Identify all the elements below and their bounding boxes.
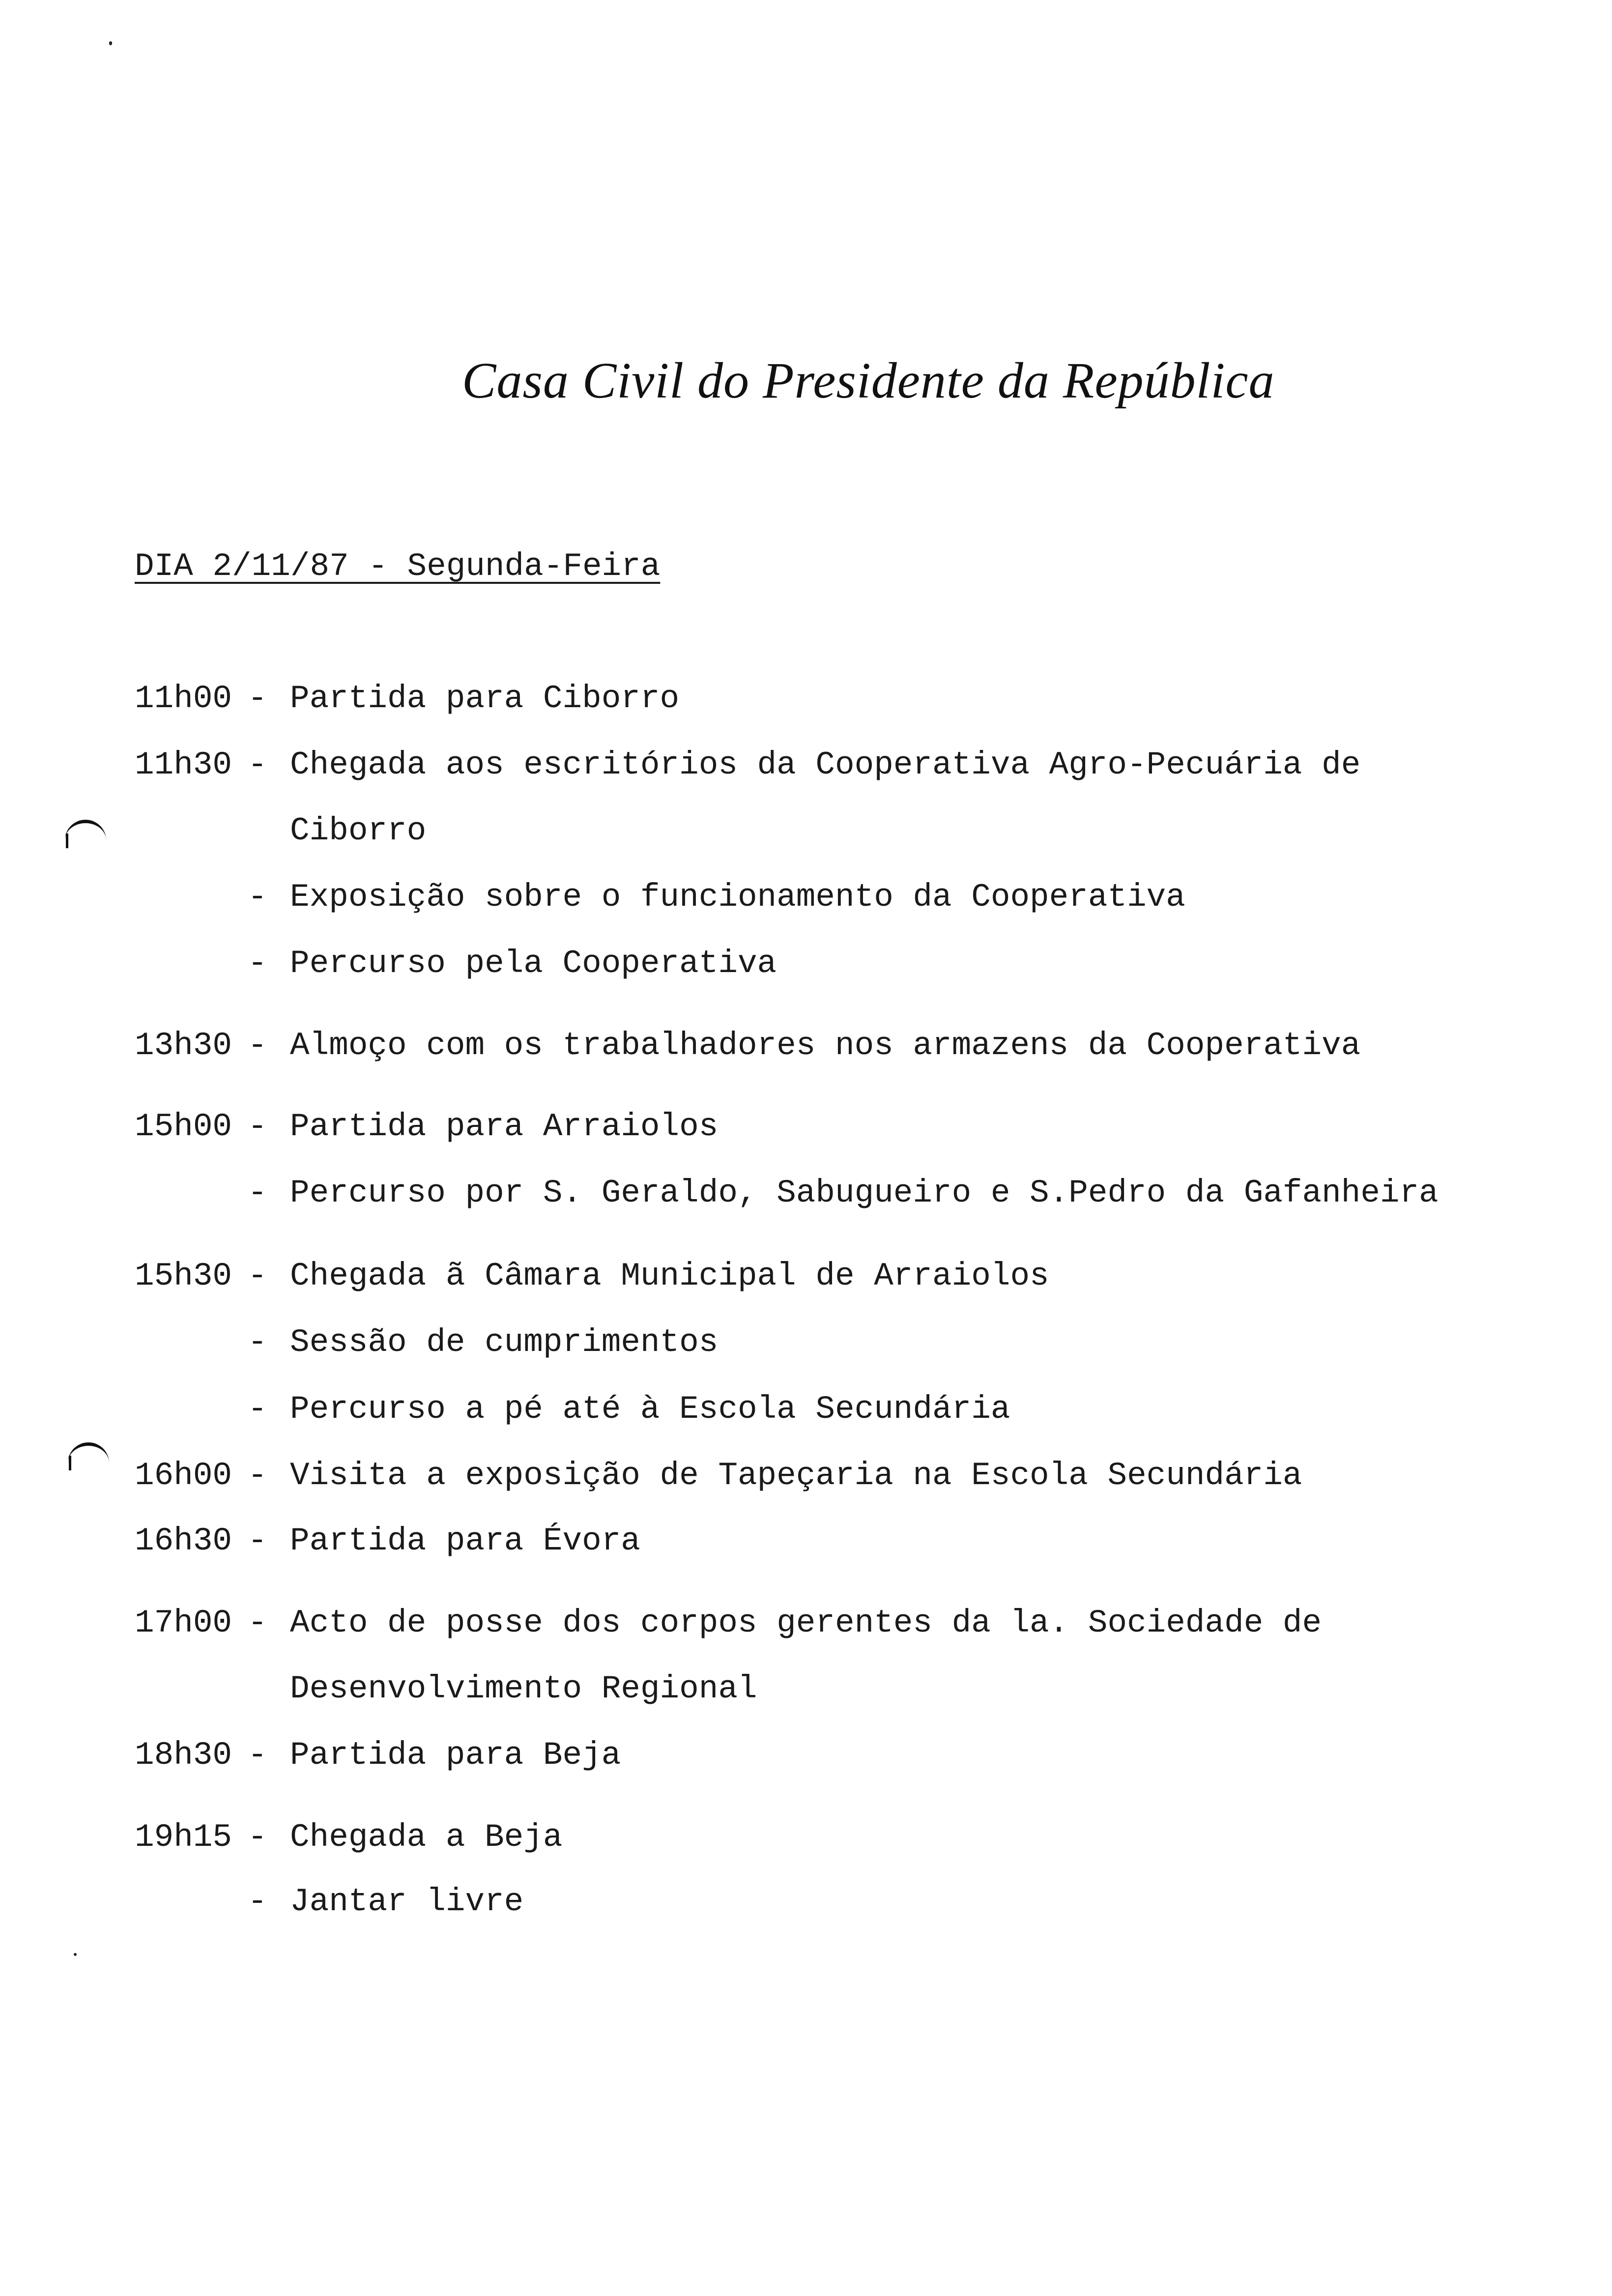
schedule-text: Sessão de cumprimentos (290, 1324, 719, 1361)
scan-speck (109, 41, 112, 45)
schedule-subitem (248, 875, 1185, 919)
dash: - (248, 1605, 267, 1641)
day-heading: DIA 2/11/87 - Segunda-Feira (135, 548, 661, 585)
punch-hole-mark-edge (69, 1456, 75, 1470)
scan-speck (74, 1953, 77, 1956)
schedule-subitem (248, 942, 777, 986)
schedule-time: 18h30 (135, 1737, 232, 1774)
schedule-time: 13h30 (135, 1027, 232, 1064)
dash: - (248, 746, 267, 783)
dash: - (248, 1391, 267, 1428)
schedule-text: Visita a exposição de Tapeçaria na Escola Secundária (290, 1457, 1302, 1494)
schedule-subitem (248, 1171, 1439, 1215)
schedule-time: 16h00 (135, 1457, 232, 1494)
schedule-row (135, 1519, 640, 1563)
schedule-text: Chegada ã Câmara Municipal de Arraiolos (290, 1258, 1049, 1294)
schedule-time: 17h00 (135, 1605, 232, 1641)
schedule-text: Jantar livre (290, 1883, 524, 1920)
schedule-subitem (248, 1880, 523, 1924)
schedule-text: Percurso pela Cooperativa (290, 945, 777, 982)
schedule-row (135, 1733, 621, 1778)
dash: - (248, 879, 267, 916)
schedule-text: Exposição sobre o funcionamento da Cooperativa (290, 879, 1185, 916)
punch-hole-mark-edge (66, 833, 72, 848)
schedule-text: Acto de posse dos corpos gerentes da la. Sociedade de (290, 1605, 1322, 1641)
schedule-continuation: Desenvolvimento Regional (290, 1670, 757, 1707)
schedule-row (135, 1454, 1302, 1498)
dash: - (248, 1108, 267, 1145)
schedule-text: Chegada a Beja (290, 1819, 563, 1856)
schedule-text: Percurso a pé até à Escola Secundária (290, 1391, 1010, 1428)
dash: - (248, 1522, 267, 1559)
schedule-text: Chegada aos escritórios da Cooperativa Agro-Pecuária de (290, 746, 1361, 783)
schedule-continuation: Ciborro (290, 812, 427, 849)
schedule-text: Almoço com os trabalhadores nos armazens da Cooperativa (290, 1027, 1361, 1064)
dash: - (248, 1737, 267, 1774)
schedule-time: 11h30 (135, 746, 232, 783)
dash: - (248, 1819, 267, 1856)
schedule-time: 16h30 (135, 1522, 232, 1559)
schedule-text: Partida para Beja (290, 1737, 621, 1774)
dash: - (248, 680, 267, 717)
dash: - (248, 1175, 267, 1211)
schedule-row (135, 1105, 718, 1149)
schedule-text: Partida para Ciborro (290, 680, 680, 717)
dash: - (248, 1457, 267, 1494)
schedule-row (135, 1815, 563, 1860)
dash: - (248, 945, 267, 982)
schedule-time: 19h15 (135, 1819, 232, 1856)
schedule-time: 15h30 (135, 1258, 232, 1294)
dash: - (248, 1883, 267, 1920)
schedule-row (135, 1024, 1360, 1068)
schedule-text: Partida para Évora (290, 1522, 640, 1559)
schedule-row (135, 1254, 1049, 1298)
dash: - (248, 1027, 267, 1064)
schedule-text: Percurso por S. Geraldo, Sabugueiro e S.Pedro da Gafanheira (290, 1175, 1439, 1211)
schedule-row (135, 677, 679, 721)
schedule-time: 15h00 (135, 1108, 232, 1145)
schedule-text: Partida para Arraiolos (290, 1108, 719, 1145)
schedule-subitem (248, 1320, 718, 1365)
schedule-time: 11h00 (135, 680, 232, 717)
letterhead-title: Casa Civil do Presidente da República (462, 352, 1275, 409)
schedule-subitem (248, 1387, 1010, 1432)
dash: - (248, 1324, 267, 1361)
schedule-row (135, 743, 1360, 787)
dash: - (248, 1258, 267, 1294)
schedule-row (135, 1601, 1322, 1645)
